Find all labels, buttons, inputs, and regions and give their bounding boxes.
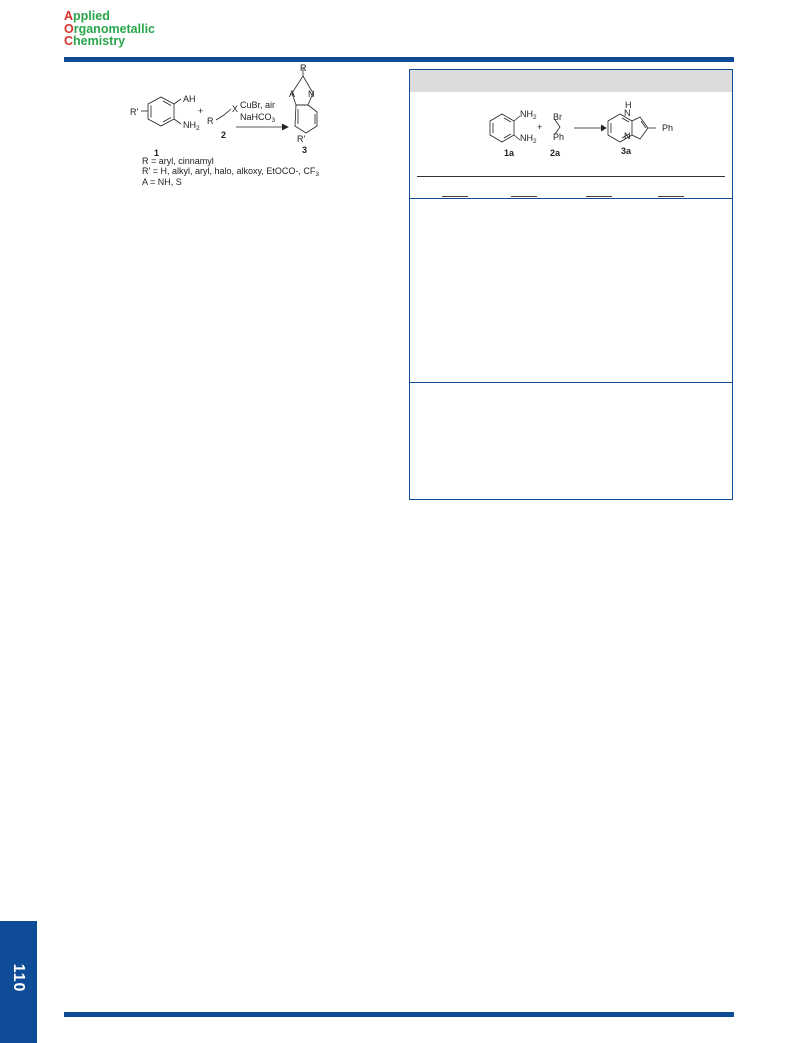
- legend-a: A = NH, S: [142, 177, 182, 187]
- scheme-plus: +: [198, 106, 204, 116]
- scheme-label-a: A: [289, 89, 296, 99]
- table-section-divider-2: [410, 382, 732, 383]
- reactant-ring: [148, 97, 174, 126]
- scheme-label-x: X: [232, 104, 239, 114]
- table-column-rule-3: [586, 196, 612, 197]
- reactant-2-chain: [216, 109, 231, 120]
- legend-r: R = aryl, cinnamyl: [142, 156, 214, 166]
- diamine-ring: [490, 114, 514, 142]
- page-number: 110: [10, 963, 27, 993]
- legend-rprime-text: R' = H, alkyl, aryl, halo, alkoxy, EtOCO-, CF: [142, 166, 316, 176]
- scheme-reagent-line2-text: NaHCO: [240, 112, 272, 122]
- table-label-br: Br: [553, 112, 562, 122]
- table-top-rule: [417, 176, 725, 177]
- table-label-nh2-top-sub: 2: [533, 114, 537, 121]
- table-compound-3a: 3a: [621, 146, 632, 156]
- table-column-rule-4: [658, 196, 684, 197]
- logo-cap-a: A: [64, 9, 74, 23]
- logo-word-pplied: pplied: [73, 9, 110, 23]
- table-label-nh2-top: [520, 109, 537, 123]
- table-label-h: H: [625, 100, 632, 110]
- table-column-rule-2: [511, 196, 537, 197]
- scheme-label-ah: AH: [183, 94, 196, 104]
- reaction-arrow-head: [282, 124, 288, 130]
- table-compound-1a: 1a: [504, 148, 515, 158]
- table-label-nh2-bottom: [520, 133, 537, 147]
- compound-number-3: 3: [302, 145, 308, 155]
- model-arrow-head: [601, 125, 606, 131]
- table-label-ph-reactant: Ph: [553, 132, 565, 142]
- scheme-reagent-line2: [240, 112, 275, 126]
- table-label-ph-product: Ph: [662, 123, 674, 133]
- table-label-nh2-top-text: NH: [520, 109, 533, 119]
- logo-cap-o: O: [64, 21, 74, 36]
- table-column-rule-1: [442, 196, 468, 197]
- table-panel: [409, 69, 733, 500]
- header-rule: [64, 57, 734, 62]
- scheme-label-n: N: [308, 89, 315, 99]
- scheme-label-r-product: R: [300, 63, 307, 73]
- logo-cap-c: C: [64, 34, 74, 48]
- table-caption-bar: [410, 70, 732, 92]
- compound-number-1: 1: [154, 148, 160, 158]
- table-label-nh2-bottom-sub: 2: [533, 138, 537, 145]
- table-section-divider-1: [410, 198, 732, 199]
- logo-word-rganometallic: rganometallic: [73, 21, 156, 36]
- table-label-nh2-bottom-text: NH: [520, 133, 533, 143]
- scheme-reagent-line1: CuBr, air: [240, 100, 276, 110]
- journal-logo: [64, 10, 155, 48]
- scheme-reagent-line2-sub: 3: [271, 117, 276, 124]
- scheme-label-nh2-text: NH: [183, 120, 196, 130]
- compound-number-2: 2: [221, 130, 227, 140]
- table-compound-2a: 2a: [550, 148, 561, 158]
- footer-rule: [64, 1012, 734, 1017]
- scheme-label-r-reactant: R: [207, 116, 214, 126]
- legend-rprime-sub: 3: [315, 171, 319, 178]
- table-label-n-top: N: [624, 108, 631, 118]
- logo-word-hemistry: hemistry: [73, 34, 126, 48]
- table-label-n-bottom: N: [624, 131, 631, 141]
- scheme-label-rprime-product: R': [297, 134, 306, 144]
- scheme-label-rprime-left: R': [130, 107, 139, 117]
- scheme-label-nh2: [183, 120, 200, 134]
- scheme-label-nh2-sub: 2: [196, 125, 200, 132]
- ah-bond: [174, 99, 181, 104]
- nh2-bond: [174, 119, 181, 124]
- table-plus: +: [537, 122, 543, 132]
